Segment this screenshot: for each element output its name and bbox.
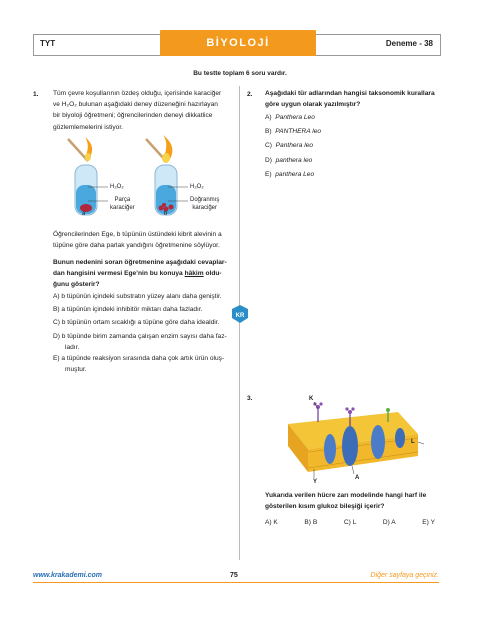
glycolipid-icon — [313, 402, 322, 422]
q1-option-a[interactable]: A) b tüpünün içindeki substratın yüzey alanı daha geniştir. — [53, 293, 222, 300]
tube-a-label-line: Parça — [114, 197, 131, 203]
q1-observation — [53, 229, 222, 251]
label-l: L — [411, 439, 415, 445]
q3-question-line: gösterilen kısım glukoz bileşiği içerir? — [265, 503, 385, 511]
q2-question — [265, 88, 435, 110]
q2-option-b[interactable]: B) PANTHERA leo — [265, 128, 322, 136]
svg-text:KR: KR — [235, 313, 245, 319]
website-link[interactable]: www.krakademi.com — [33, 572, 102, 579]
q1-intro-line: ve H₂O₂ bulunan aşağıdaki deney düzeneğini hazırlayan — [53, 101, 218, 109]
q1-number: 1. — [33, 91, 39, 98]
q1-question — [53, 257, 227, 291]
tube-b-label — [190, 197, 219, 212]
tube-b-label-line: Doğranmış — [190, 197, 220, 203]
q1-question-line: ğunu gösterir? — [53, 281, 100, 289]
q3-question — [265, 490, 426, 512]
flame-core-icon — [85, 153, 91, 161]
q1-obs-line: tüpüne göre daha parlak yandığını öğretmenine söylüyor. — [53, 242, 220, 250]
q3-option-a[interactable]: A) K — [265, 519, 278, 526]
q3-option-e[interactable]: E) Y — [422, 519, 435, 526]
page-number: 75 — [230, 572, 238, 579]
emphasis-word: hâkim — [184, 270, 204, 278]
tube-a-chem: H₂O₂ — [110, 184, 124, 190]
q2-option-d[interactable]: D) panthera leo — [265, 156, 313, 164]
protein-icon — [395, 428, 405, 448]
protein-icon — [342, 426, 358, 466]
label-a: A — [355, 475, 360, 481]
q1-option-e[interactable]: E) a tüpünde reaksiyon sırasında daha çok artık ürün oluş- — [53, 354, 225, 362]
tube-b-label-line: karaciğer — [192, 204, 218, 211]
q1-question-line: dan hangisini vermesi Ege’nin bu konuya hâkim oldu- — [53, 270, 222, 278]
q3-option-d[interactable]: D) A — [382, 519, 396, 526]
q2-options — [265, 111, 321, 182]
q3-options — [265, 516, 435, 529]
cell-membrane-diagram — [278, 394, 428, 484]
q1-options — [53, 290, 227, 374]
protein-icon — [324, 434, 336, 464]
publisher-logo-icon — [231, 304, 249, 324]
q2-option-e[interactable]: E) panthera Leo — [265, 170, 315, 178]
q1-intro-line: gözlemlemelerini istiyor. — [53, 123, 123, 131]
tube-a — [68, 137, 108, 215]
q1-option-d[interactable]: D) b tüpünde birim zamanda çalışan enzim sayısı daha faz- — [53, 332, 227, 340]
q3-number: 3. — [247, 395, 253, 402]
label-y: Y — [313, 479, 318, 485]
q3-option-b[interactable]: B) B — [304, 519, 318, 526]
q3-question-line: Yukarıda verilen hücre zarı modelinde hangi harf ile — [265, 492, 427, 499]
q1-option-b[interactable]: B) a tüpünün içindeki inhibitör miktarı daha fazladır. — [53, 306, 203, 314]
exam-number: Deneme - 38 — [385, 39, 433, 48]
q2-option-c[interactable]: C) Panthera leo — [265, 142, 314, 150]
flame-core-icon — [162, 153, 170, 163]
q1-option-e-cont: muştur. — [65, 366, 87, 374]
q1-question-line: Bunun nedenini soran öğretmenine aşağıdaki cevaplar- — [53, 259, 227, 266]
tube-a-label-line: karaciğer — [110, 204, 135, 211]
q1-option-d-cont: ladır. — [65, 343, 80, 351]
q2-option-a[interactable]: A) Panthera Leo — [265, 114, 315, 121]
next-page-note: Diğer sayfaya geçiniz. — [370, 572, 439, 579]
subject-title: BİYOLOJİ — [206, 37, 270, 49]
q2-question-line: Aşağıdaki tür adlarından hangisi taksonomik kurallara — [265, 90, 435, 97]
tube-b-chem: H₂O₂ — [190, 184, 204, 190]
q1-intro-line: Tüm çevre koşullarının özdeş olduğu, içerisinde karaciğer — [53, 90, 222, 97]
q1-intro-line: bir biyoloji öğretmeni; öğrencilerinden deneyi dikkatlice — [53, 112, 213, 120]
q1-intro — [53, 88, 221, 133]
q2-number: 2. — [247, 91, 253, 98]
footer-line — [33, 582, 439, 583]
match-stick-icon — [68, 139, 88, 161]
tube-a-letter: a — [82, 211, 86, 217]
q1-obs-line: Öğrencilerinden Ege, b tüpünün üstündeki kibrit alevinin a — [53, 231, 222, 238]
q2-question-line: göre uygun olarak yazılmıştır? — [265, 101, 361, 109]
label-k: K — [309, 396, 314, 402]
exam-type: TYT — [40, 39, 56, 48]
q3-option-c[interactable]: C) L — [343, 519, 357, 526]
q1-option-c[interactable]: C) b tüpünün ortam sıcaklığı a tüpüne göre daha idealdir. — [53, 319, 220, 327]
tube-a-label — [110, 197, 135, 212]
subject-banner — [160, 30, 316, 56]
test-notice: Bu testte toplam 6 soru vardır. — [193, 70, 287, 77]
tube-b-letter: b — [164, 211, 168, 217]
tube-b — [146, 135, 188, 215]
protein-icon — [371, 425, 385, 459]
